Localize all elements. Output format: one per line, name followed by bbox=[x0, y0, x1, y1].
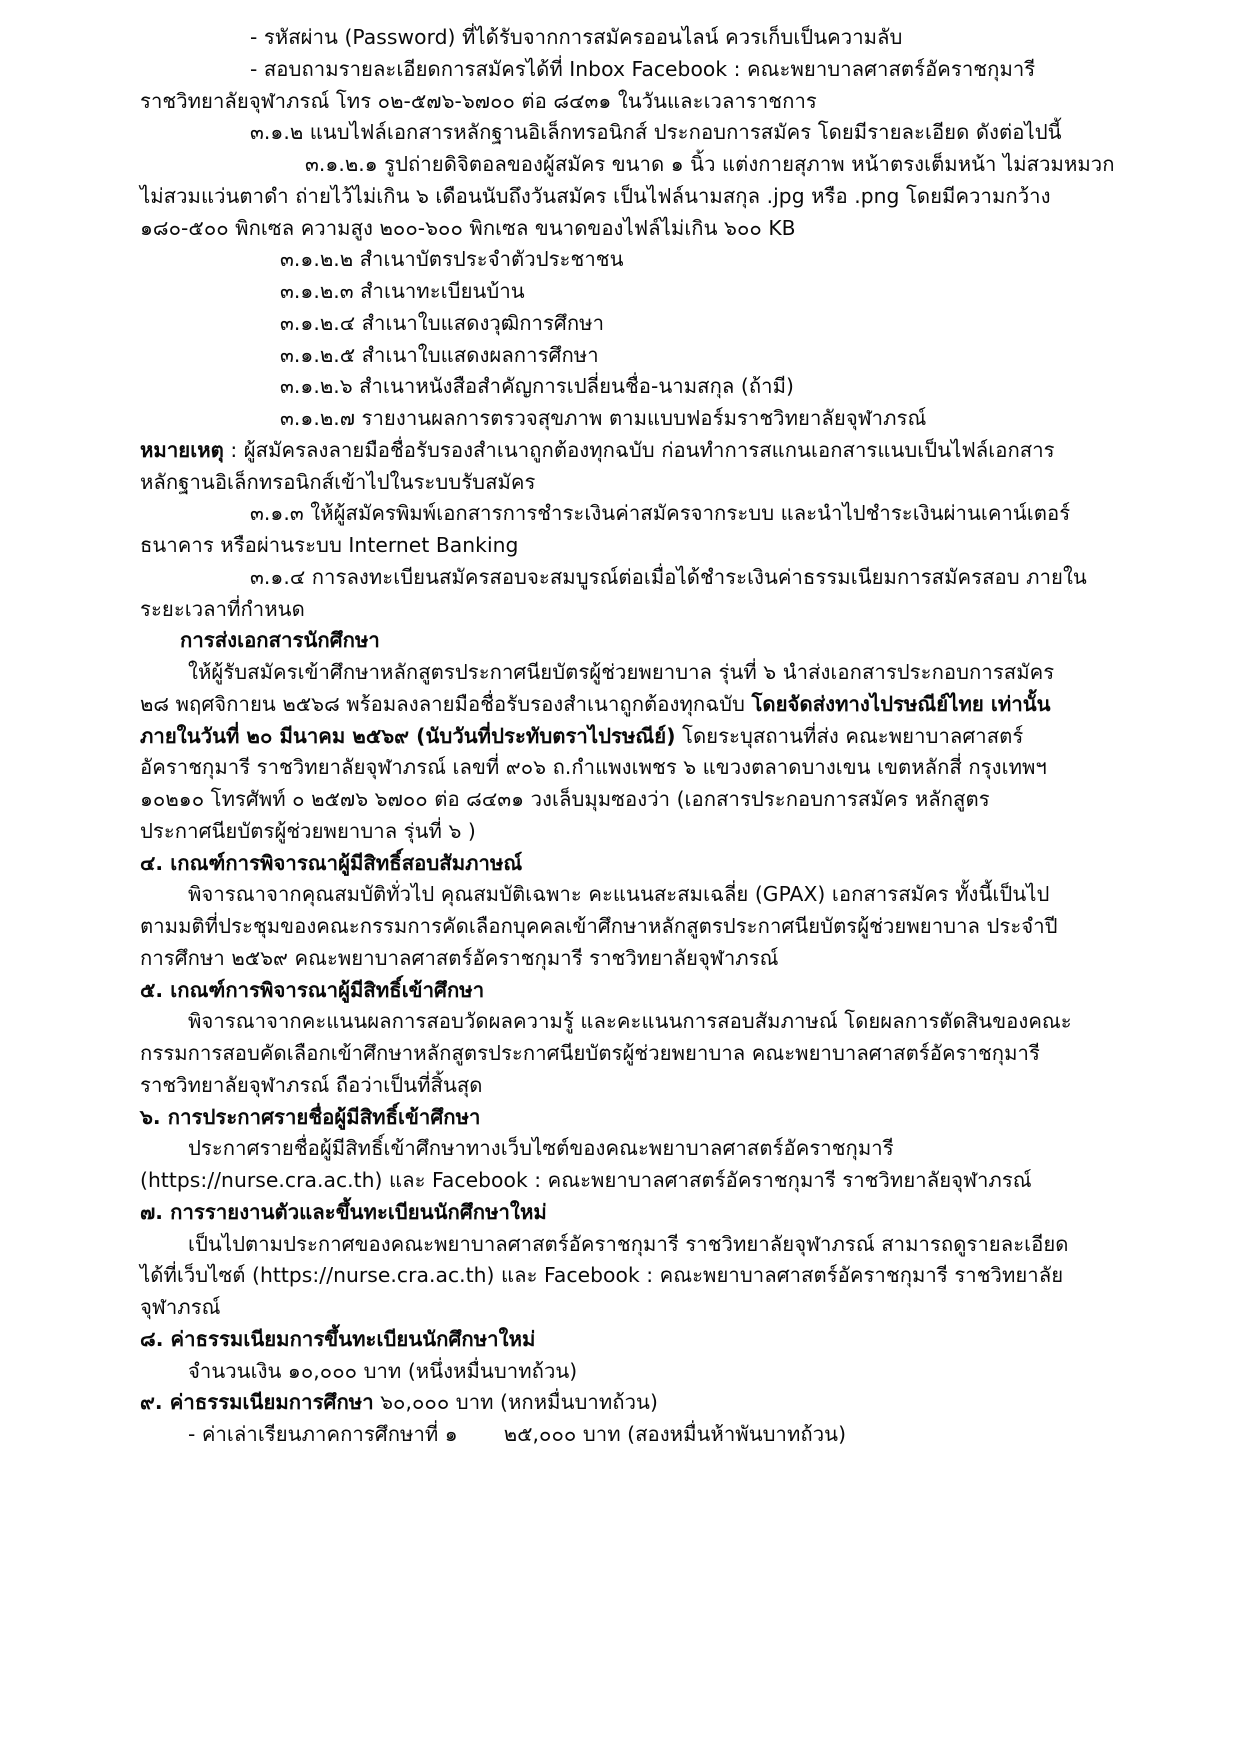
text-line: ตามมติที่ประชุมของคณะกรรมการคัดเลือกบุคคลเข้าศึกษาหลักสูตรประกาศนียบัตรผู้ช่วยพยาบาล ประจำปี bbox=[140, 914, 1058, 938]
text-line: ๓.๑.๓ ให้ผู้สมัครพิมพ์เอกสารการชำระเงินค่าสมัครจากระบบ และนำไปชำระเงินผ่านเคาน์เตอร์ bbox=[250, 501, 1071, 526]
text-line: ๓.๑.๒ แนบไฟล์เอกสารหลักฐานอิเล็กทรอนิกส์ ประกอบการสมัคร โดยมีรายละเอียด ดังต่อไปนี้ bbox=[250, 120, 1062, 145]
text-line: ๑๐๒๑๐ โทรศัพท์ ๐ ๒๕๗๖ ๖๗๐๐ ต่อ ๘๔๓๑ วงเล็บมุมซองว่า (เอกสารประกอบการสมัคร หลักสูตร bbox=[140, 787, 990, 811]
mail-line-1-pre: ๒๘ พฤศจิกายน ๒๕๖๘ พร้อมลงลายมือชื่อรับรองสำเนาถูกต้องทุกฉบับ bbox=[140, 691, 752, 716]
text-line: ๑๘๐-๕๐๐ พิกเซล ความสูง ๒๐๐-๖๐๐ พิกเซล ขนาดของไฟล์ไม่เกิน ๖๐๐ KB bbox=[140, 215, 796, 240]
text-line: ๓.๑.๒.๖ สำเนาหนังสือสำคัญการเปลี่ยนชื่อ-นามสกุล (ถ้ามี) bbox=[280, 374, 795, 399]
mail-line-2 bbox=[140, 721, 1120, 753]
note-line bbox=[140, 435, 1120, 467]
text-line: ๓.๑.๒.๔ สำเนาใบแสดงวุฒิการศึกษา bbox=[280, 310, 605, 335]
heading-7: ๗. การรายงานตัวและขึ้นทะเบียนนักศึกษาใหม่ bbox=[140, 1199, 547, 1224]
mail-line-2-post: โดยระบุสถานที่ส่ง คณะพยาบาลศาสตร์ bbox=[675, 723, 1024, 748]
text-line: จุฬาภรณ์ bbox=[140, 1295, 221, 1319]
subheading-documents: การส่งเอกสารนักศึกษา bbox=[180, 628, 380, 653]
text-line: ๓.๑.๒.๕ สำเนาใบแสดงผลการศึกษา bbox=[280, 342, 599, 367]
text-line: ๓.๑.๔ การลงทะเบียนสมัครสอบจะสมบูรณ์ต่อเมื่อได้ชำระเงินค่าธรรมเนียมการสมัครสอบ ภายใน bbox=[250, 564, 1087, 589]
text-line: - สอบถามรายละเอียดการสมัครได้ที่ Inbox Facebook : คณะพยาบาลศาสตร์อัคราชกุมารี bbox=[250, 56, 1036, 81]
note-body: : ผู้สมัครลงลายมือชื่อรับรองสำเนาถูกต้องทุกฉบับ ก่อนทำการสแกนเอกสารแนบเป็นไฟล์เอกสาร bbox=[223, 437, 1055, 462]
text-line: ประกาศนียบัตรผู้ช่วยพยาบาล รุ่นที่ ๖ ) bbox=[140, 818, 476, 843]
heading-8: ๘. ค่าธรรมเนียมการขึ้นทะเบียนนักศึกษาใหม่ bbox=[140, 1326, 536, 1351]
note-label: หมายเหตุ bbox=[140, 437, 224, 462]
heading-6: ๖. การประกาศรายชื่อผู้มีสิทธิ์เข้าศึกษา bbox=[140, 1104, 481, 1129]
text-line: ราชวิทยาลัยจุฬาภรณ์ ถือว่าเป็นที่สิ้นสุด bbox=[140, 1072, 483, 1097]
text-line: ๓.๑.๒.๓ สำเนาทะเบียนบ้าน bbox=[280, 279, 525, 303]
text-line: ๓.๑.๒.๒ สำเนาบัตรประจำตัวประชาชน bbox=[280, 247, 624, 272]
text-line: ไม่สวมแว่นตาดำ ถ่ายไว้ไม่เกิน ๖ เดือนนับถึงวันสมัคร เป็นไฟล์นามสกุล .jpg หรือ .png โดยมีความกว้าง bbox=[140, 183, 1051, 208]
text-line: ให้ผู้รับสมัครเข้าศึกษาหลักสูตรประกาศนียบัตรผู้ช่วยพยาบาล รุ่นที่ ๖ นำส่งเอกสารประกอบการสมัคร bbox=[188, 660, 1055, 684]
text-line: การศึกษา ๒๕๖๙ คณะพยาบาลศาสตร์อัคราชกุมารี ราชวิทยาลัยจุฬาภรณ์ bbox=[140, 945, 779, 970]
heading-5: ๕. เกณฑ์การพิจารณาผู้มีสิทธิ์เข้าศึกษา bbox=[140, 977, 485, 1002]
fee-row bbox=[140, 1419, 1120, 1451]
fee-row-amount: ๒๕,๐๐๐ บาท (สองหมื่นห้าพันบาทถ้วน) bbox=[503, 1422, 847, 1446]
heading-4: ๔. เกณฑ์การพิจารณาผู้มีสิทธิ์สอบสัมภาษณ์ bbox=[140, 850, 523, 875]
text-line: เป็นไปตามประกาศของคณะพยาบาลศาสตร์อัคราชกุมารี ราชวิทยาลัยจุฬาภรณ์ สามารถดูรายละเอียด bbox=[188, 1231, 1069, 1256]
text-line: ประกาศรายชื่อผู้มีสิทธิ์เข้าศึกษาทางเว็บไซต์ของคณะพยาบาลศาสตร์อัคราชกุมารี bbox=[188, 1136, 894, 1161]
text-line: ธนาคาร หรือผ่านระบบ Internet Banking bbox=[140, 533, 519, 557]
text-line: อัคราชกุมารี ราชวิทยาลัยจุฬาภรณ์ เลขที่ ๙๐๖ ถ.กำแพงเพชร ๖ แขวงตลาดบางเขน เขตหลักสี่ กรุงเทพฯ bbox=[140, 755, 1047, 780]
heading-9-label: ๙. ค่าธรรมเนียมการศึกษา bbox=[140, 1390, 374, 1415]
mail-line-1 bbox=[140, 689, 1120, 721]
mail-line-1-bold: โดยจัดส่งทางไปรษณีย์ไทย เท่านั้น bbox=[751, 691, 1051, 716]
text-line: จำนวนเงิน ๑๐,๐๐๐ บาท (หนึ่งหมื่นบาทถ้วน) bbox=[188, 1358, 578, 1383]
text-line: พิจารณาจากคุณสมบัติทั่วไป คุณสมบัติเฉพาะ คะแนนสะสมเฉลี่ย (GPAX) เอกสารสมัคร ทั้งนี้เป็นไป bbox=[188, 882, 1050, 907]
text-line: ๓.๑.๒.๑ รูปถ่ายดิจิตอลของผู้สมัคร ขนาด ๑ นิ้ว แต่งกายสุภาพ หน้าตรงเต็มหน้า ไม่สวมหมวก bbox=[305, 152, 1115, 176]
heading-9 bbox=[140, 1387, 1120, 1419]
fee-total: ๖๐,๐๐๐ บาท (หกหมื่นบาทถ้วน) bbox=[373, 1390, 658, 1415]
document-body bbox=[140, 22, 1120, 1451]
text-line: ๓.๑.๒.๗ รายงานผลการตรวจสุขภาพ ตามแบบฟอร์มราชวิทยาลัยจุฬาภรณ์ bbox=[280, 406, 927, 430]
text-line: ระยะเวลาที่กำหนด bbox=[140, 596, 305, 621]
text-line: ราชวิทยาลัยจุฬาภรณ์ โทร ๐๒-๕๗๖-๖๗๐๐ ต่อ ๘๔๓๑ ในวันและเวลาราชการ bbox=[140, 88, 817, 113]
text-line: พิจารณาจากคะแนนผลการสอบวัดผลความรู้ และคะแนนการสอบสัมภาษณ์ โดยผลการตัดสินของคณะ bbox=[188, 1009, 1072, 1034]
mail-line-2-bold: ภายในวันที่ ๒๐ มีนาคม ๒๕๖๙ (นับวันที่ประทับตราไปรษณีย์) bbox=[140, 723, 676, 748]
text-line: (https://nurse.cra.ac.th) และ Facebook : คณะพยาบาลศาสตร์อัคราชกุมารี ราชวิทยาลัยจุฬาภรณ์ bbox=[140, 1168, 1032, 1192]
fee-row-label: - ค่าเล่าเรียนภาคการศึกษาที่ ๑ bbox=[188, 1422, 458, 1446]
text-line: ได้ที่เว็บไซต์ (https://nurse.cra.ac.th) และ Facebook : คณะพยาบาลศาสตร์อัคราชกุมารี ราชวิทยาลัย bbox=[140, 1263, 1064, 1288]
text-line: - รหัสผ่าน (Password) ที่ได้รับจากการสมัครออนไลน์ ควรเก็บเป็นความลับ bbox=[250, 25, 903, 49]
text-line: หลักฐานอิเล็กทรอนิกส์เข้าไปในระบบรับสมัคร bbox=[140, 469, 536, 494]
text-line: กรรมการสอบคัดเลือกเข้าศึกษาหลักสูตรประกาศนียบัตรผู้ช่วยพยาบาล คณะพยาบาลศาสตร์อัคราชกุมารี bbox=[140, 1041, 1040, 1065]
